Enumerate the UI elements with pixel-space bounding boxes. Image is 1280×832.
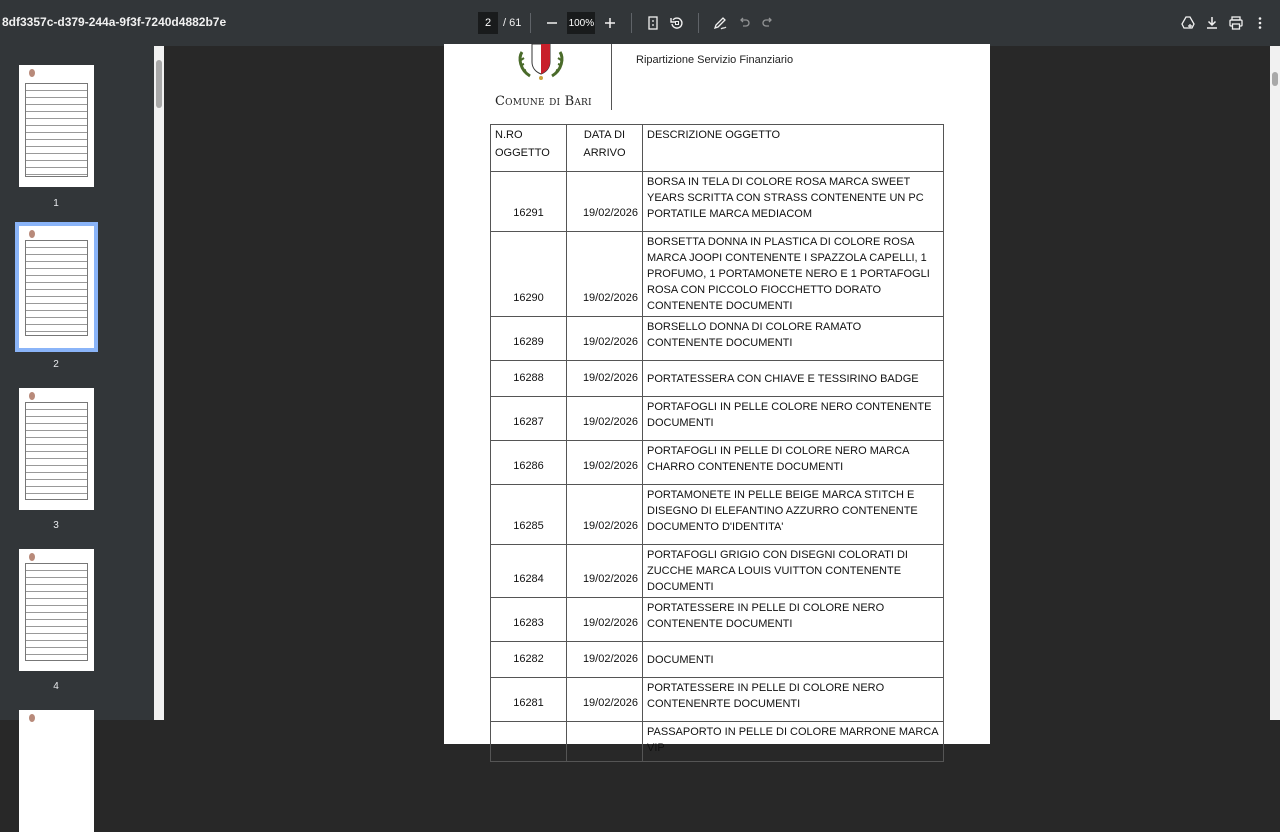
thumbnail-table	[25, 563, 88, 661]
table-row	[491, 397, 944, 441]
table-row	[491, 545, 944, 598]
column-header-date: DATA DI ARRIVO	[567, 125, 643, 172]
item-date: 19/02/2026	[567, 678, 643, 722]
department-name: Ripartizione Servizio Finanziario	[636, 54, 794, 66]
item-date: 19/02/2026	[567, 232, 643, 317]
download-icon	[1204, 15, 1220, 31]
item-number: 16282	[491, 642, 567, 678]
table-row	[491, 317, 944, 361]
table-row	[491, 441, 944, 485]
undo-button[interactable]	[732, 11, 756, 35]
page-thumbnail-5[interactable]	[19, 710, 94, 832]
thumbnail-sidebar	[0, 46, 154, 720]
item-description: PORTATESSERA CON CHIAVE E TESSIRINO BADGE	[643, 361, 944, 397]
divider	[631, 13, 632, 33]
zoom-in-button[interactable]	[598, 11, 622, 35]
table-row	[491, 172, 944, 232]
table-header-row	[491, 125, 944, 172]
table-row	[491, 722, 944, 762]
crest-icon	[29, 714, 35, 722]
table-row	[491, 485, 944, 545]
download-button[interactable]	[1200, 11, 1224, 35]
item-date: 19/02/2026	[567, 397, 643, 441]
minus-icon	[544, 15, 560, 31]
right-toolbar	[1176, 11, 1272, 35]
scrollbar-thumb[interactable]	[156, 60, 162, 108]
item-description: PORTATESSERE IN PELLE DI COLORE NERO CONTENENRTE DOCUMENTI	[643, 678, 944, 722]
drive-add-icon	[1180, 15, 1196, 31]
rotate-icon	[669, 15, 685, 31]
page-number-input[interactable]: 2	[478, 12, 498, 34]
thumbnail-table	[25, 240, 88, 336]
thumbnail-label: 2	[53, 359, 59, 370]
divider	[698, 13, 699, 33]
drive-button[interactable]	[1176, 11, 1200, 35]
pdf-page	[444, 44, 990, 754]
item-date: 19/02/2026	[567, 598, 643, 642]
divider	[530, 13, 531, 33]
zoom-out-button[interactable]	[540, 11, 564, 35]
item-date: 19/02/2026	[567, 485, 643, 545]
item-number: 16289	[491, 317, 567, 361]
item-description: PORTAMONETE IN PELLE BEIGE MARCA STITCH E DISEGNO DI ELEFANTINO AZZURRO CONTENENTE DOCUMENTO D'IDENTITA'	[643, 485, 944, 545]
document-viewer	[164, 46, 1270, 754]
item-date: 19/02/2026	[567, 441, 643, 485]
fit-page-icon	[645, 15, 661, 31]
item-description: PASSAPORTO IN PELLE DI COLORE MARRONE MARCA VIP	[643, 722, 944, 762]
item-number: 16291	[491, 172, 567, 232]
document-title: 8df3357c-d379-244a-9f3f-7240d4882b7e	[2, 15, 227, 29]
table-row	[491, 678, 944, 722]
annotate-button[interactable]	[708, 11, 732, 35]
thumbnail-label: 3	[53, 520, 59, 531]
item-number: 16290	[491, 232, 567, 317]
item-date: 19/02/2026	[567, 545, 643, 598]
undo-icon	[736, 15, 752, 31]
crest-icon	[29, 553, 35, 561]
page-thumbnail-3[interactable]	[19, 388, 94, 510]
thumbnail-table	[25, 83, 88, 177]
item-number	[491, 722, 567, 762]
fit-page-button[interactable]	[641, 11, 665, 35]
organization-name: Comune di Bari	[495, 94, 592, 109]
scrollbar-thumb[interactable]	[1272, 72, 1278, 86]
page-thumbnail-4[interactable]	[19, 549, 94, 671]
table-row	[491, 642, 944, 678]
thumbnail-label: 1	[53, 198, 59, 209]
redo-button[interactable]	[756, 11, 780, 35]
table-row	[491, 598, 944, 642]
item-description: PORTAFOGLI IN PELLE DI COLORE NERO MARCA CHARRO CONTENENTE DOCUMENTI	[643, 441, 944, 485]
rotate-button[interactable]	[665, 11, 689, 35]
more-vert-icon	[1252, 15, 1268, 31]
item-number: 16281	[491, 678, 567, 722]
pen-icon	[712, 15, 728, 31]
item-date: 19/02/2026	[567, 642, 643, 678]
zoom-input[interactable]: 100%	[567, 12, 595, 34]
item-number: 16285	[491, 485, 567, 545]
crest-icon	[29, 230, 35, 238]
item-date: 19/02/2026	[567, 361, 643, 397]
page-thumbnail-1[interactable]	[19, 65, 94, 187]
table-row	[491, 232, 944, 317]
item-number: 16286	[491, 441, 567, 485]
item-number: 16283	[491, 598, 567, 642]
item-description: BORSELLO DONNA DI COLORE RAMATO CONTENENTE DOCUMENTI	[643, 317, 944, 361]
item-description: BORSA IN TELA DI COLORE ROSA MARCA SWEET YEARS SCRITTA CON STRASS CONTENENTE UN PC PORTATILE MARCA MEDIACOM	[643, 172, 944, 232]
column-header-number: N.RO OGGETTO	[491, 125, 567, 172]
thumbnail-table	[25, 402, 88, 500]
redo-icon	[760, 15, 776, 31]
item-number: 16288	[491, 361, 567, 397]
more-options-button[interactable]	[1248, 11, 1272, 35]
item-description: PORTATESSERE IN PELLE DI COLORE NERO CONTENENTE DOCUMENTI	[643, 598, 944, 642]
item-date	[567, 722, 643, 762]
column-header-description: DESCRIZIONE OGGETTO	[643, 125, 944, 172]
item-description: BORSETTA DONNA IN PLASTICA DI COLORE ROSA MARCA JOOPI CONTENENTE I SPAZZOLA CAPELLI, 1 PROFUMO, 1 PORTAMONETE NERO E 1 PORTAFOGLI ROSA CON PICCOLO FIOCCHETTO DORATO CONTENENTE DOCUMENTI	[643, 232, 944, 317]
item-date: 19/02/2026	[567, 317, 643, 361]
item-description: DOCUMENTI	[643, 642, 944, 678]
viewer-scrollbar[interactable]	[1270, 46, 1280, 720]
items-table	[490, 124, 944, 762]
item-date: 19/02/2026	[567, 172, 643, 232]
table-row	[491, 361, 944, 397]
item-description: PORTAFOGLI GRIGIO CON DISEGNI COLORATI DI ZUCCHE MARCA LOUIS VUITTON CONTENENTE DOCUMENTI	[643, 545, 944, 598]
crest-icon	[29, 69, 35, 77]
item-number: 16287	[491, 397, 567, 441]
city-crest-icon	[516, 44, 566, 84]
crest-icon	[29, 392, 35, 400]
item-number: 16284	[491, 545, 567, 598]
sidebar-scrollbar[interactable]	[154, 46, 164, 720]
center-toolbar	[478, 11, 780, 35]
plus-icon	[602, 15, 618, 31]
print-button[interactable]	[1224, 11, 1248, 35]
thumbnail-label: 4	[53, 681, 59, 692]
page-thumbnail-2[interactable]	[19, 226, 94, 348]
page-total: / 61	[503, 17, 522, 29]
pdf-toolbar	[0, 0, 1280, 46]
print-icon	[1228, 15, 1244, 31]
header-divider	[611, 44, 612, 110]
item-description: PORTAFOGLI IN PELLE COLORE NERO CONTENENTE DOCUMENTI	[643, 397, 944, 441]
